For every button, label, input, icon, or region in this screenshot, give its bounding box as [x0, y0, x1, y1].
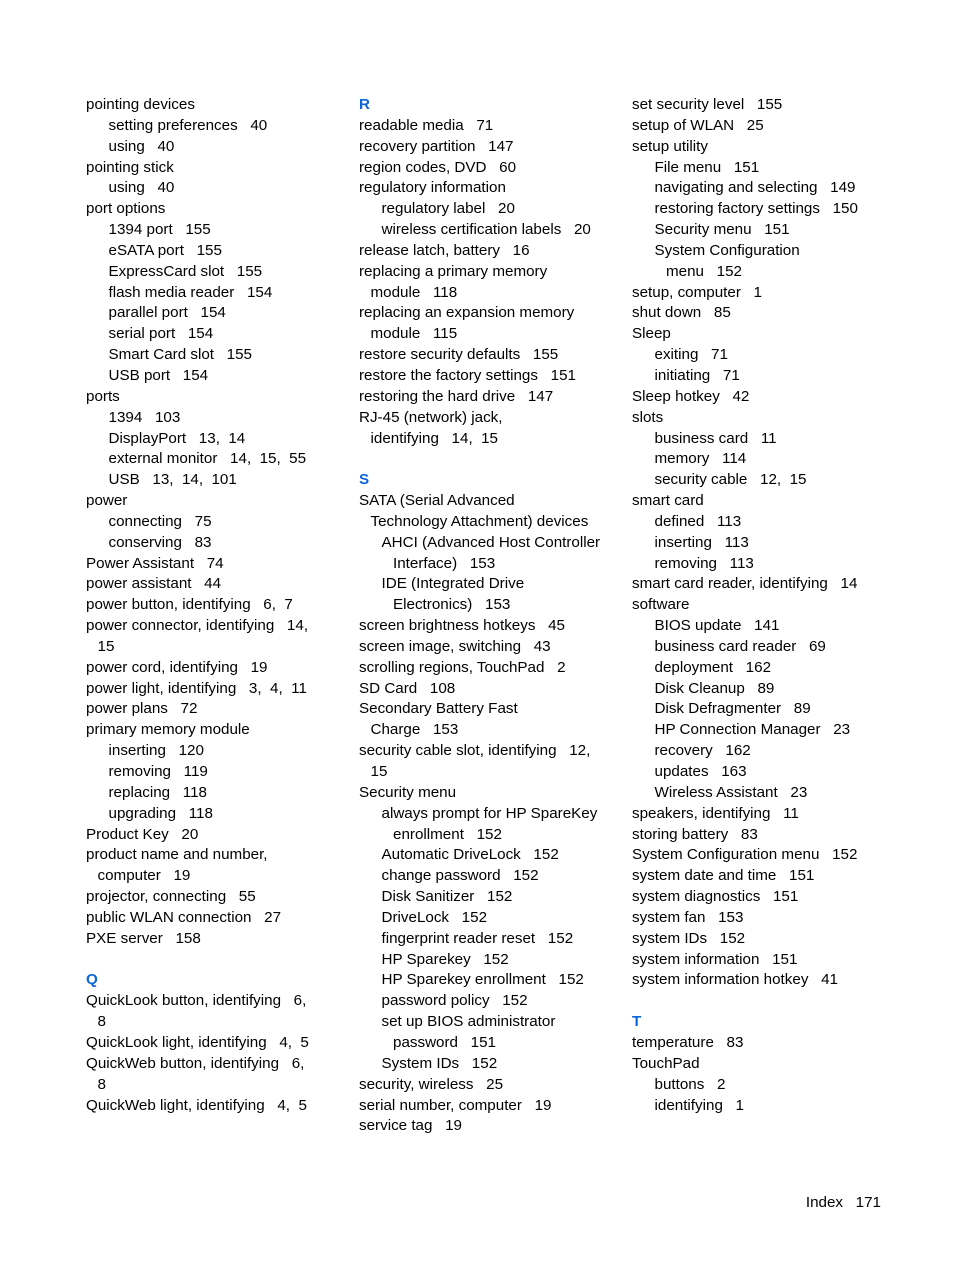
- index-entry: power cord, identifying 19: [86, 658, 268, 676]
- index-entry: setup of WLAN 25: [632, 116, 764, 134]
- index-entry: replacing an expansion memory: [359, 304, 575, 322]
- section-letter-heading: Q: [86, 971, 98, 989]
- index-entry: restoring the hard drive 147: [359, 387, 554, 405]
- index-entry: setup, computer 1: [632, 283, 763, 301]
- index-entry: Automatic DriveLock 152: [381, 846, 559, 864]
- index-entry: Wireless Assistant 23: [654, 783, 808, 801]
- section-gap: [632, 991, 892, 1012]
- section-letter-heading: S: [359, 471, 370, 489]
- page-footer: Index 171: [805, 1194, 881, 1211]
- index-entry: Secondary Battery Fast: [359, 700, 518, 718]
- index-entry: 1394 port 155: [108, 221, 211, 239]
- index-entry: always prompt for HP SpareKey: [381, 804, 598, 822]
- index-entry: File menu 151: [654, 158, 760, 176]
- index-entry: replacing 118: [108, 783, 208, 801]
- index-entry: security cable 12, 15: [654, 471, 807, 489]
- index-entry: removing 113: [654, 554, 754, 572]
- index-entry: module 118: [370, 283, 458, 301]
- index-entry: Disk Cleanup 89: [654, 679, 775, 697]
- index-entry: setup utility: [632, 137, 708, 155]
- index-entry: regulatory label 20: [381, 200, 515, 218]
- index-entry: QuickLook button, identifying 6,: [86, 992, 307, 1010]
- index-entry: Sleep hotkey 42: [632, 387, 750, 405]
- index-entry: memory 114: [654, 450, 747, 468]
- index-entry: System Configuration menu 152: [632, 846, 858, 864]
- index-column-3: [632, 95, 892, 1116]
- index-entry: security, wireless 25: [359, 1075, 504, 1093]
- index-entry: buttons 2: [654, 1075, 726, 1093]
- index-entry: ports: [86, 387, 120, 405]
- index-entry: using 40: [108, 179, 175, 197]
- index-entry: ExpressCard slot 155: [108, 262, 263, 280]
- index-entry: menu 152: [666, 262, 742, 280]
- index-entry: 15: [97, 637, 115, 655]
- index-entry: flash media reader 154: [108, 283, 273, 301]
- index-entry: Electronics) 153: [393, 596, 511, 614]
- index-entry: speakers, identifying 11: [632, 804, 799, 822]
- index-entry: inserting 120: [108, 742, 204, 760]
- index-entry: password policy 152: [381, 992, 528, 1010]
- index-entry: temperature 83: [632, 1033, 744, 1051]
- index-entry: Power Assistant 74: [86, 554, 224, 572]
- index-entry: inserting 113: [654, 533, 749, 551]
- index-entry: conserving 83: [108, 533, 212, 551]
- index-entry: SATA (Serial Advanced: [359, 492, 515, 510]
- index-entry: pointing stick: [86, 158, 174, 176]
- index-entry: external monitor 14, 15, 55: [108, 450, 307, 468]
- index-entry: business card 11: [654, 429, 777, 447]
- index-entry: primary memory module: [86, 721, 250, 739]
- index-entry: Security menu 151: [654, 221, 790, 239]
- index-entry: RJ-45 (network) jack,: [359, 408, 503, 426]
- index-entry: power button, identifying 6, 7: [86, 596, 293, 614]
- index-entry: region codes, DVD 60: [359, 158, 517, 176]
- index-entry: HP Sparekey 152: [381, 950, 509, 968]
- index-entry: using 40: [108, 137, 175, 155]
- index-entry: restore the factory settings 151: [359, 366, 576, 384]
- section-letter-heading: R: [359, 96, 370, 113]
- index-entry: screen image, switching 43: [359, 637, 551, 655]
- index-entry: System IDs 152: [381, 1054, 498, 1072]
- index-entry: 8: [97, 1075, 106, 1093]
- index-entry: initiating 71: [654, 366, 740, 384]
- index-entry: serial number, computer 19: [359, 1096, 552, 1114]
- section-gap: [86, 950, 336, 971]
- index-entry: TouchPad: [632, 1054, 700, 1072]
- index-entry: Product Key 20: [86, 825, 199, 843]
- index-entry: Disk Sanitizer 152: [381, 888, 513, 906]
- index-entry: system IDs 152: [632, 929, 746, 947]
- index-entry: identifying 14, 15: [370, 429, 498, 447]
- index-entry: password 151: [393, 1033, 496, 1051]
- index-entry: system date and time 151: [632, 867, 815, 885]
- index-entry: Charge 153: [370, 721, 459, 739]
- index-entry: system information hotkey 41: [632, 971, 838, 989]
- index-entry: eSATA port 155: [108, 241, 222, 259]
- index-entry: software: [632, 596, 690, 614]
- index-column-1: [86, 95, 336, 1116]
- index-entry: release latch, battery 16: [359, 241, 530, 259]
- index-entry: set security level 155: [632, 96, 783, 113]
- index-entry: security cable slot, identifying 12,: [359, 742, 591, 760]
- index-entry: QuickWeb light, identifying 4, 5: [86, 1096, 307, 1114]
- index-entry: public WLAN connection 27: [86, 908, 282, 926]
- index-entry: system fan 153: [632, 908, 744, 926]
- index-entry: HP Sparekey enrollment 152: [381, 971, 584, 989]
- index-entry: replacing a primary memory: [359, 262, 548, 280]
- index-entry: smart card: [632, 492, 704, 510]
- index-entry: business card reader 69: [654, 637, 826, 655]
- index-entry: 1394 103: [108, 408, 181, 426]
- index-entry: module 115: [370, 325, 458, 343]
- index-entry: updates 163: [654, 763, 747, 780]
- index-entry: deployment 162: [654, 658, 772, 676]
- index-entry: system diagnostics 151: [632, 888, 799, 906]
- index-entry: QuickWeb button, identifying 6,: [86, 1054, 305, 1072]
- index-entry: restore security defaults 155: [359, 346, 559, 364]
- index-entry: storing battery 83: [632, 825, 758, 843]
- index-entry: scrolling regions, TouchPad 2: [359, 658, 566, 676]
- index-entry: navigating and selecting 149: [654, 179, 856, 197]
- index-entry: system information 151: [632, 950, 798, 968]
- index-column-2: [359, 95, 621, 1137]
- index-entry: Security menu: [359, 783, 457, 801]
- index-entry: power assistant 44: [86, 575, 222, 593]
- index-entry: Disk Defragmenter 89: [654, 700, 811, 718]
- index-entry: projector, connecting 55: [86, 888, 256, 906]
- index-entry: upgrading 118: [108, 804, 213, 822]
- index-entry: 15: [370, 763, 388, 780]
- index-entry: connecting 75: [108, 512, 212, 530]
- index-entry: smart card reader, identifying 14: [632, 575, 858, 593]
- index-entry: recovery 162: [654, 742, 751, 760]
- index-entry: shut down 85: [632, 304, 731, 322]
- index-entry: 8: [97, 1013, 106, 1031]
- index-entry: readable media 71: [359, 116, 494, 134]
- index-entry: USB 13, 14, 101: [108, 471, 237, 489]
- index-entry: IDE (Integrated Drive: [381, 575, 525, 593]
- index-entry: restoring factory settings 150: [654, 200, 858, 218]
- index-entry: System Configuration: [654, 241, 800, 259]
- index-entry: set up BIOS administrator: [381, 1013, 556, 1031]
- index-entry: slots: [632, 408, 664, 426]
- index-entry: DriveLock 152: [381, 908, 488, 926]
- index-entry: AHCI (Advanced Host Controller: [381, 533, 601, 551]
- index-entry: product name and number,: [86, 846, 268, 864]
- index-entry: Sleep: [632, 325, 671, 343]
- index-entry: identifying 1: [654, 1096, 744, 1114]
- index-entry: BIOS update 141: [654, 617, 780, 635]
- index-entry: removing 119: [108, 763, 208, 780]
- index-entry: pointing devices: [86, 96, 195, 113]
- section-letter-heading: T: [632, 1013, 642, 1031]
- index-entry: QuickLook light, identifying 4, 5: [86, 1033, 309, 1051]
- index-entry: wireless certification labels 20: [381, 221, 591, 239]
- index-entry: serial port 154: [108, 325, 214, 343]
- index-entry: Technology Attachment) devices: [370, 512, 589, 530]
- index-entry: exiting 71: [654, 346, 728, 364]
- index-entry: setting preferences 40: [108, 116, 268, 134]
- index-entry: HP Connection Manager 23: [654, 721, 851, 739]
- index-entry: power plans 72: [86, 700, 198, 718]
- index-entry: change password 152: [381, 867, 539, 885]
- index-entry: port options: [86, 200, 166, 218]
- index-entry: power: [86, 492, 128, 510]
- index-entry: screen brightness hotkeys 45: [359, 617, 565, 635]
- index-entry: PXE server 158: [86, 929, 201, 947]
- index-entry: USB port 154: [108, 366, 209, 384]
- index-entry: power light, identifying 3, 4, 11: [86, 679, 307, 697]
- index-entry: Interface) 153: [393, 554, 496, 572]
- index-entry: defined 113: [654, 512, 742, 530]
- index-entry: regulatory information: [359, 179, 506, 197]
- index-entry: enrollment 152: [393, 825, 502, 843]
- index-entry: parallel port 154: [108, 304, 226, 322]
- index-entry: computer 19: [97, 867, 191, 885]
- index-entry: recovery partition 147: [359, 137, 514, 155]
- index-entry: fingerprint reader reset 152: [381, 929, 574, 947]
- index-entry: service tag 19: [359, 1117, 462, 1135]
- index-entry: DisplayPort 13, 14: [108, 429, 246, 447]
- index-entry: power connector, identifying 14,: [86, 617, 309, 635]
- index-entry: Smart Card slot 155: [108, 346, 252, 364]
- section-gap: [359, 449, 621, 470]
- index-entry: SD Card 108: [359, 679, 456, 697]
